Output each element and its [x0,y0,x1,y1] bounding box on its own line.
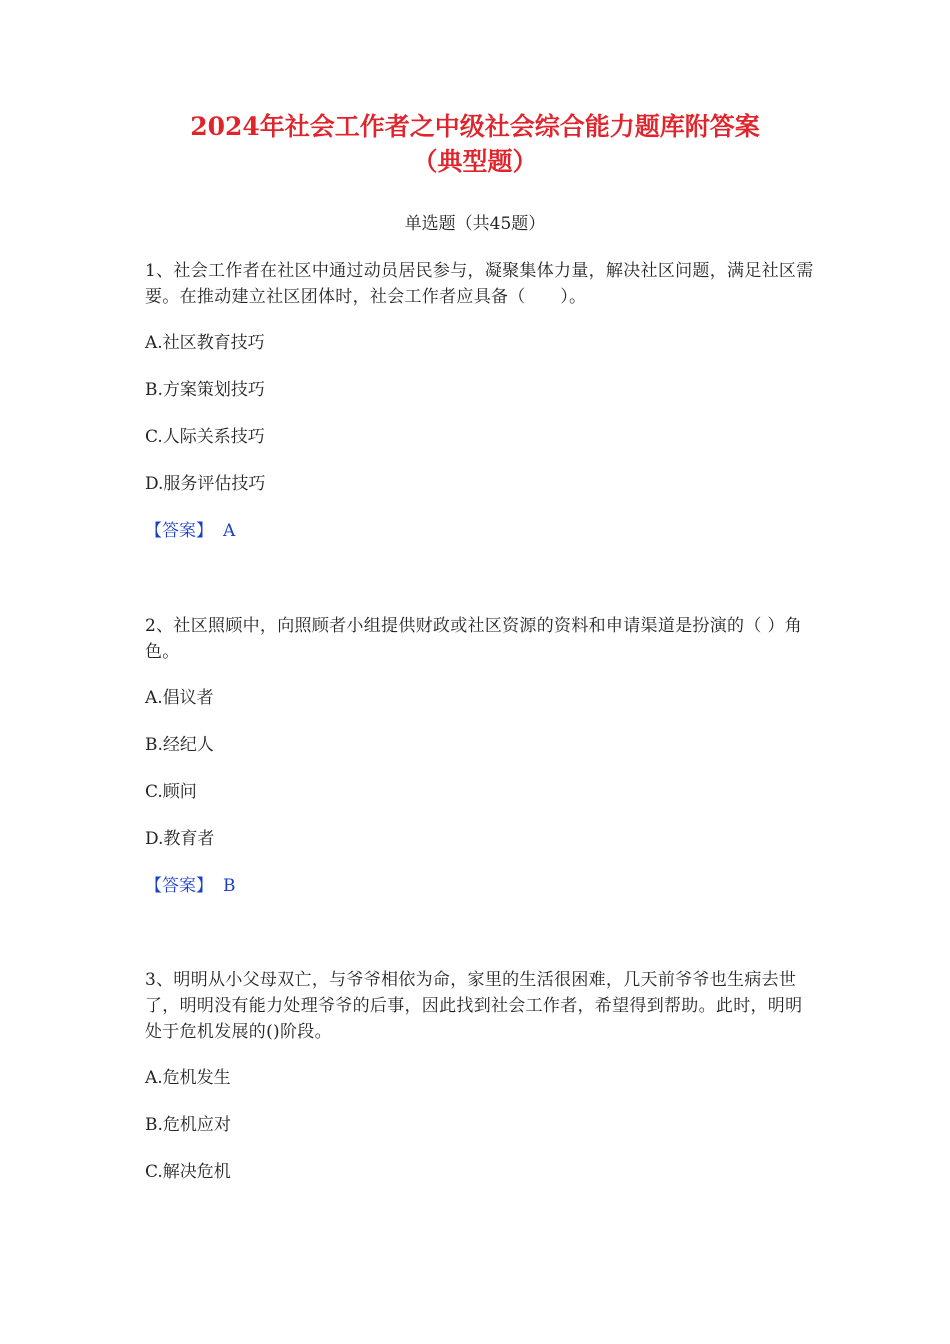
answer-label: 【答案】 [145,521,213,541]
document-title-line-2: （典型题） [412,147,538,176]
option-a: A.社区教育技巧 [145,333,265,353]
option-c: C.解决危机 [145,1162,231,1182]
option-c: C.人际关系技巧 [145,427,265,447]
option-d: D.服务评估技巧 [145,474,266,494]
option-b: B.经纪人 [145,735,214,755]
question-stem: 3、明明从小父母双亡，与爷爷相依为命，家里的生活很困难，几天前爷爷也生病去世了，明明没有能力处理爷爷的后事，因此找到社会工作者，希望得到帮助。此时，明明处于危机发展的()阶段。 [145,970,803,1042]
option-b: B.方案策划技巧 [145,380,265,400]
answer-value: B [223,876,236,896]
section-heading: 单选题（共45题） [404,214,546,234]
option-a: A.倡议者 [145,688,214,708]
option-b: B.危机应对 [145,1115,231,1135]
answer-line [145,875,236,897]
document-title-line-1: 2024年社会工作者之中级社会综合能力题库附答案 [190,112,760,141]
answer-line [145,520,235,542]
option-a: A.危机发生 [145,1068,231,1088]
question-stem: 2、社区照顾中，向照顾者小组提供财政或社区资源的资料和申请渠道是扮演的（ ）角色。 [145,616,802,662]
answer-label: 【答案】 [145,876,213,896]
answer-value: A [223,521,236,541]
option-d: D.教育者 [145,829,215,849]
option-c: C.顾问 [145,782,197,802]
question-stem: 1、社会工作者在社区中通过动员居民参与，凝聚集体力量，解决社区问题，满足社区需要。在推动建立社区团体时，社会工作者应具备（ ）。 [145,261,814,307]
